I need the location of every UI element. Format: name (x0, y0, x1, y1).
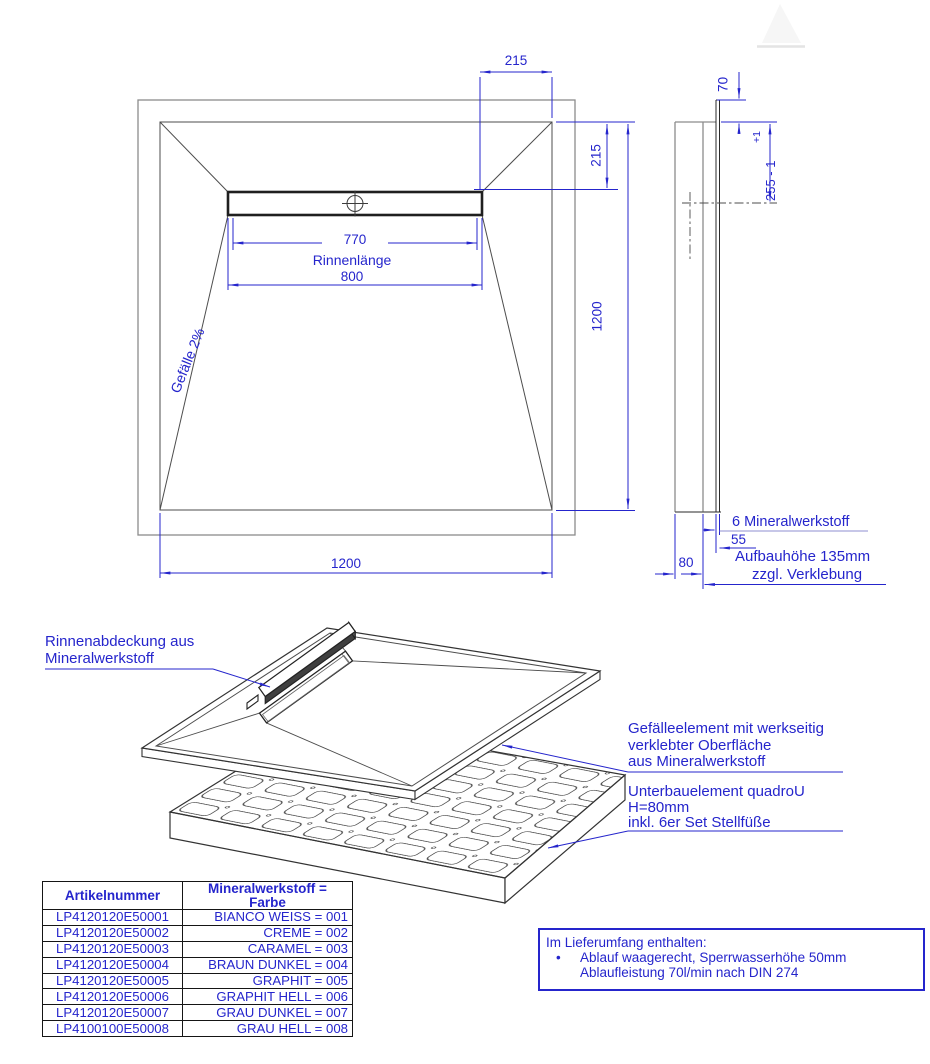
header-farbe (183, 882, 353, 910)
farbe-cell: BRAUN DUNKEL = 004 (183, 957, 353, 973)
header-farbe-line1: Mineralwerkstoff = (208, 881, 327, 896)
farbe-cell: GRAU DUNKEL = 007 (183, 1005, 353, 1021)
dim-rim-height: 70 (715, 76, 731, 92)
table-row (43, 925, 353, 941)
artikelnummer-cell: LP4120120E50001 (43, 910, 183, 926)
plan-view-dimensions (160, 72, 635, 578)
artikelnummer-cell: LP4100100E50008 (43, 1021, 183, 1037)
table-row (43, 989, 353, 1005)
bullet-icon: • (556, 950, 561, 965)
surface-layer-note: 6 Mineralwerkstoff (732, 514, 850, 530)
table-row (43, 941, 353, 957)
base-label-line1: Unterbauelement quadroU (628, 783, 805, 800)
farbe-cell: GRAU HELL = 008 (183, 1021, 353, 1037)
farbe-cell: CREME = 002 (183, 925, 353, 941)
artikelnummer-cell: LP4120120E50006 (43, 989, 183, 1005)
header-artikelnummer: Artikelnummer (43, 882, 183, 910)
base-label-line3: inkl. 6er Set Stellfüße (628, 814, 771, 831)
dim-top-offset: 215 (504, 53, 528, 68)
farbe-cell: BIANCO WEISS = 001 (183, 910, 353, 926)
tolerance-upper: +1 (751, 131, 763, 143)
watermark-triangle (757, 4, 805, 47)
header-farbe-line2: Farbe (249, 894, 286, 910)
delivery-title: Im Lieferumfang enthalten: (546, 935, 707, 950)
dim-overall-width: 1200 (330, 556, 362, 571)
slope-label: Gefälle 2% (167, 325, 208, 396)
dim-channel-length: 770 (322, 233, 388, 248)
base-label (628, 784, 805, 831)
artikelnummer-cell: LP4120120E50007 (43, 1005, 183, 1021)
dim-overall-height: 1200 (589, 301, 605, 332)
delivery-item-line2: Ablaufleistung 70l/min nach DIN 274 (580, 965, 799, 980)
cover-label-line1: Rinnenabdeckung aus (45, 633, 195, 650)
surface-label-line3: aus Mineralwerkstoff (628, 753, 766, 770)
dim-layer: 55 (731, 532, 747, 547)
surface-label-line2: verklebter Oberfläche (628, 736, 772, 754)
dim-channel-overall: 800 (340, 269, 364, 284)
table-row (43, 1005, 353, 1021)
height-value: 255 - 1 (763, 160, 778, 201)
channel-length-label: Rinnenlänge (312, 252, 392, 268)
farbe-cell: GRAPHIT = 005 (183, 973, 353, 989)
build-height-note-line2: zzgl. Verklebung (752, 566, 863, 583)
table-row (43, 910, 353, 926)
build-height-note-line1: Aufbauhöhe 135mm (735, 548, 871, 565)
artikelnummer-cell: LP4120120E50002 (43, 925, 183, 941)
dim-element-height (750, 131, 778, 201)
surface-label-line1: Gefälleelement mit werkseitig (628, 720, 824, 737)
artikelnummer-cell: LP4120120E50003 (43, 941, 183, 957)
cover-label-line2: Mineralwerkstoff (45, 650, 154, 667)
artikelnummer-cell: LP4120120E50005 (43, 973, 183, 989)
farbe-cell: GRAPHIT HELL = 006 (183, 989, 353, 1005)
table-header-row (43, 882, 353, 910)
table-row (43, 957, 353, 973)
delivery-item-line1: Ablauf waagerecht, Sperrwasserhöhe 50mm (580, 950, 847, 965)
table-row (43, 973, 353, 989)
base-label-line2: H=80mm (628, 798, 690, 816)
dim-base-height: 80 (678, 555, 694, 570)
delivery-scope-box (538, 928, 925, 991)
drain-centerline (682, 192, 777, 259)
artikelnummer-cell: LP4120120E50004 (43, 957, 183, 973)
article-table (42, 881, 353, 1037)
dim-right-offset: 215 (588, 144, 604, 167)
cover-label (45, 633, 194, 667)
farbe-cell: CARAMEL = 003 (183, 941, 353, 957)
surface-label (628, 721, 824, 771)
table-row (43, 1021, 353, 1037)
